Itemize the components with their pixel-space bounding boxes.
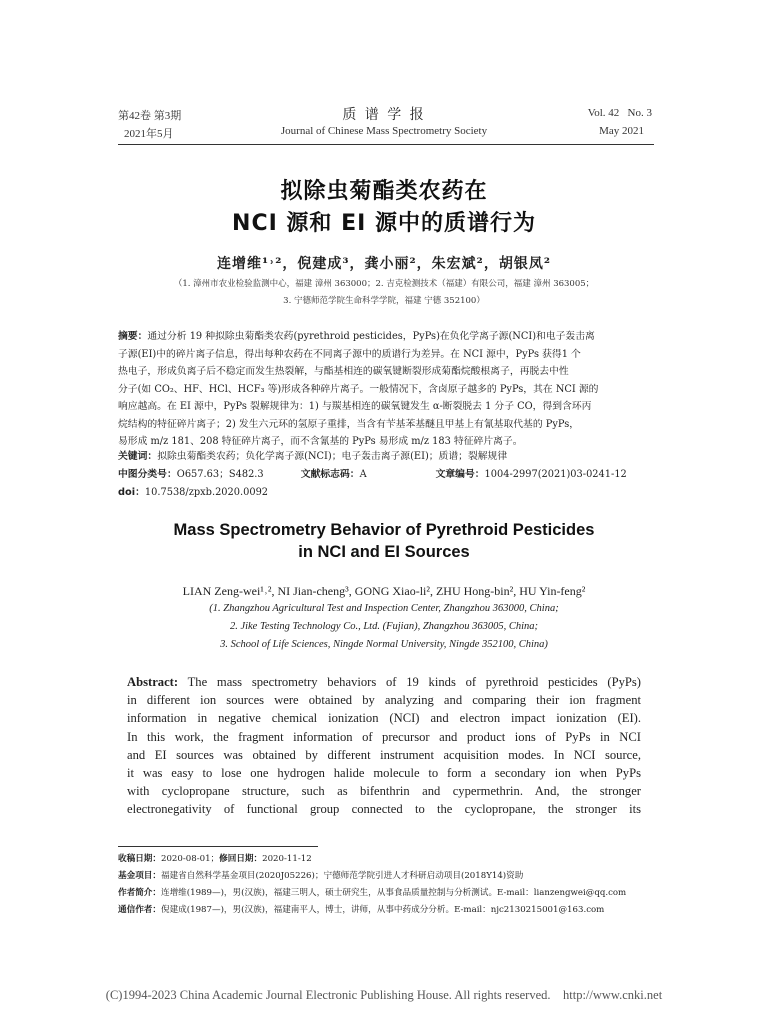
header-date-cn: 2021年5月 — [124, 128, 174, 140]
author-bio: 作者简介：连增维(1989—)，男(汉族)，福建三明人，硕士研究生，从事食品质量控制与分析测试。E-mail：lianzengwei@qq.com — [118, 888, 627, 898]
header-journal-en: Journal of Chinese Mass Spectrometry Society — [280, 125, 488, 137]
copyright-notice: (C)1994-2023 China Academic Journal Electronic Publishing House. All rights reserved. http://www.cnki.net — [105, 988, 663, 1002]
cn-authors: 连增维¹˒²，倪建成³，龚小丽²，朱宏斌²，胡银凤² — [217, 256, 551, 272]
cn-abstract-row: 响应越高。在 EI 源中，PyPs 裂解规律为：1) 与羰基相连的碳氧键发生 α-断裂脱去 1 分子 CO，得到含环丙 — [118, 401, 592, 412]
header-volume-issue: 第42卷 第3期 — [118, 110, 182, 122]
cn-affiliation-line1: （1. 漳州市农业检验监测中心，福建 漳州 363000；2. 吉克检测技术（福建）有限公司，福建 漳州 363005； — [173, 279, 595, 289]
cn-abstract-row: 烷结构的特征碎片离子；2) 发生六元环的氢原子重排，当含有苄基苯基醚且甲基上有氰基取代基的 PyPs， — [118, 418, 580, 430]
en-abstract-row: in different ion sources were obtained by analyzing and comparing their ion fragment — [127, 693, 641, 708]
en-authors: LIAN Zeng-wei¹˒², NI Jian-cheng³, GONG Xiao-li², ZHU Hong-bin², HU Yin-feng² — [182, 584, 586, 598]
cn-affiliation-line2: 3. 宁德师范学院生命科学学院，福建 宁德 352100） — [283, 296, 485, 306]
en-abstract-row: and EI sources was obtained by different instrument acquisition modes. In NCI source, — [127, 747, 641, 762]
cn-abstract-label: 摘要： — [118, 331, 148, 342]
en-affiliation-line2: 2. Jike Testing Technology Co., Ltd. (Fujian), Zhangzhou 363005, China; — [229, 621, 539, 632]
doc-code-label: 文献标志码： — [300, 469, 360, 480]
header-rule — [118, 144, 654, 145]
en-affiliation-line3: 3. School of Life Sciences, Ningde Normal University, Ningde 352100, China) — [220, 639, 548, 650]
footnotes — [118, 851, 654, 919]
en-abstract-row: Abstract: The mass spectrometry behaviors of 19 kinds of pyrethroid pesticides (PyPs) — [127, 675, 641, 689]
cn-keywords-label: 关键词： — [118, 451, 158, 462]
header-date-en: May 2021 — [599, 125, 644, 137]
article-no-label: 文章编号： — [435, 469, 485, 480]
cn-abstract-row: 易形成 m/z 181、208 特征碎片离子，而不含氰基的 PyPs 易形成 m/z 183 特征碎片离子。 — [118, 436, 523, 447]
clc-value: O657.63；S482.3 — [176, 469, 264, 480]
en-abstract-row: In this work, the fragment information of precursor and product ions of PyPs in NCI — [127, 729, 641, 744]
header-vol-no-en: Vol. 42 No. 3 — [587, 107, 652, 119]
header-journal-cn: 质 谱 学 报 — [342, 107, 426, 123]
doi-label: doi： — [118, 487, 145, 498]
cn-keywords: 关键词：拟除虫菊酯类农药；负化学离子源(NCI)；电子轰击离子源(EI)；质谱；裂解规律 — [118, 451, 508, 462]
cn-classification — [118, 466, 654, 480]
clc-label: 中图分类号： — [118, 469, 177, 480]
article-no-value: 1004-2997(2021)03-0241-12 — [484, 469, 627, 480]
cn-title-line1: 拟除虫菊酯类农药在 — [280, 179, 488, 204]
footnote-rule — [118, 846, 318, 847]
en-abstract — [127, 673, 641, 819]
doc-code-value: A — [359, 469, 367, 480]
en-abstract-row: electronegativity of functional group connected to the cyclopropane, the stronger its — [127, 802, 641, 817]
cn-title-line2: NCI 源和 EI 源中的质谱行为 — [232, 211, 536, 236]
en-title-line2: in NCI and EI Sources — [298, 543, 470, 561]
cn-abstract-row: 热电子，形成负离子后不稳定而发生热裂解，与酯基相连的碳氧键断裂形成菊酯烷酸根离子，再脱去中性 — [118, 366, 569, 377]
en-abstract-row: with cyclopropane structure, such as bifenthrin and cypermethrin. And, the stronger — [127, 784, 641, 799]
cn-abstract-row: 摘要：通过分析 19 种拟除虫菊酯类农药(pyrethroid pesticides，PyPs)在负化学离子源(NCI)和电子轰击离 — [118, 331, 595, 342]
corresponding-author: 通信作者：倪建成(1987—)，男(汉族)，福建南平人，博士，讲师，从事中药成分分析。E-mail：njc2130215001@163.com — [118, 905, 605, 915]
doi-line — [118, 484, 654, 498]
en-title-line1: Mass Spectrometry Behavior of Pyrethroid Pesticides — [173, 521, 595, 539]
en-abstract-row: it was easy to lose one hydrogen halide molecule to form a secondary ion when PyPs — [127, 766, 641, 781]
doi-value[interactable]: 10.7538/zpxb.2020.0092 — [144, 487, 269, 498]
fund-info: 基金项目：福建省自然科学基金项目(2020J05226)；宁德师范学院引进人才科研启动项目(2018Y14)资助 — [118, 871, 524, 881]
en-affiliation-line1: (1. Zhangzhou Agricultural Test and Inspection Center, Zhangzhou 363000, China; — [209, 603, 559, 614]
cn-abstract — [118, 328, 654, 451]
received-dates: 收稿日期：2020-08-01；修回日期：2020-11-12 — [118, 854, 312, 864]
en-abstract-label: Abstract: — [127, 675, 179, 689]
en-abstract-row: information in negative chemical ionization (NCI) and electron impact ionization (EI). — [127, 711, 641, 726]
cn-abstract-row: 分子(如 CO₂、HF、HCl、HCF₃ 等)形成各种碎片离子。一般情况下，含卤原子越多的 PyPs，其在 NCI 源的 — [118, 383, 599, 395]
cn-abstract-row: 子源(EI)中的碎片离子信息，得出每种农药在不同离子源中的质谱行为差异。在 NCI 源中，PyPs 获得1 个 — [118, 348, 581, 360]
